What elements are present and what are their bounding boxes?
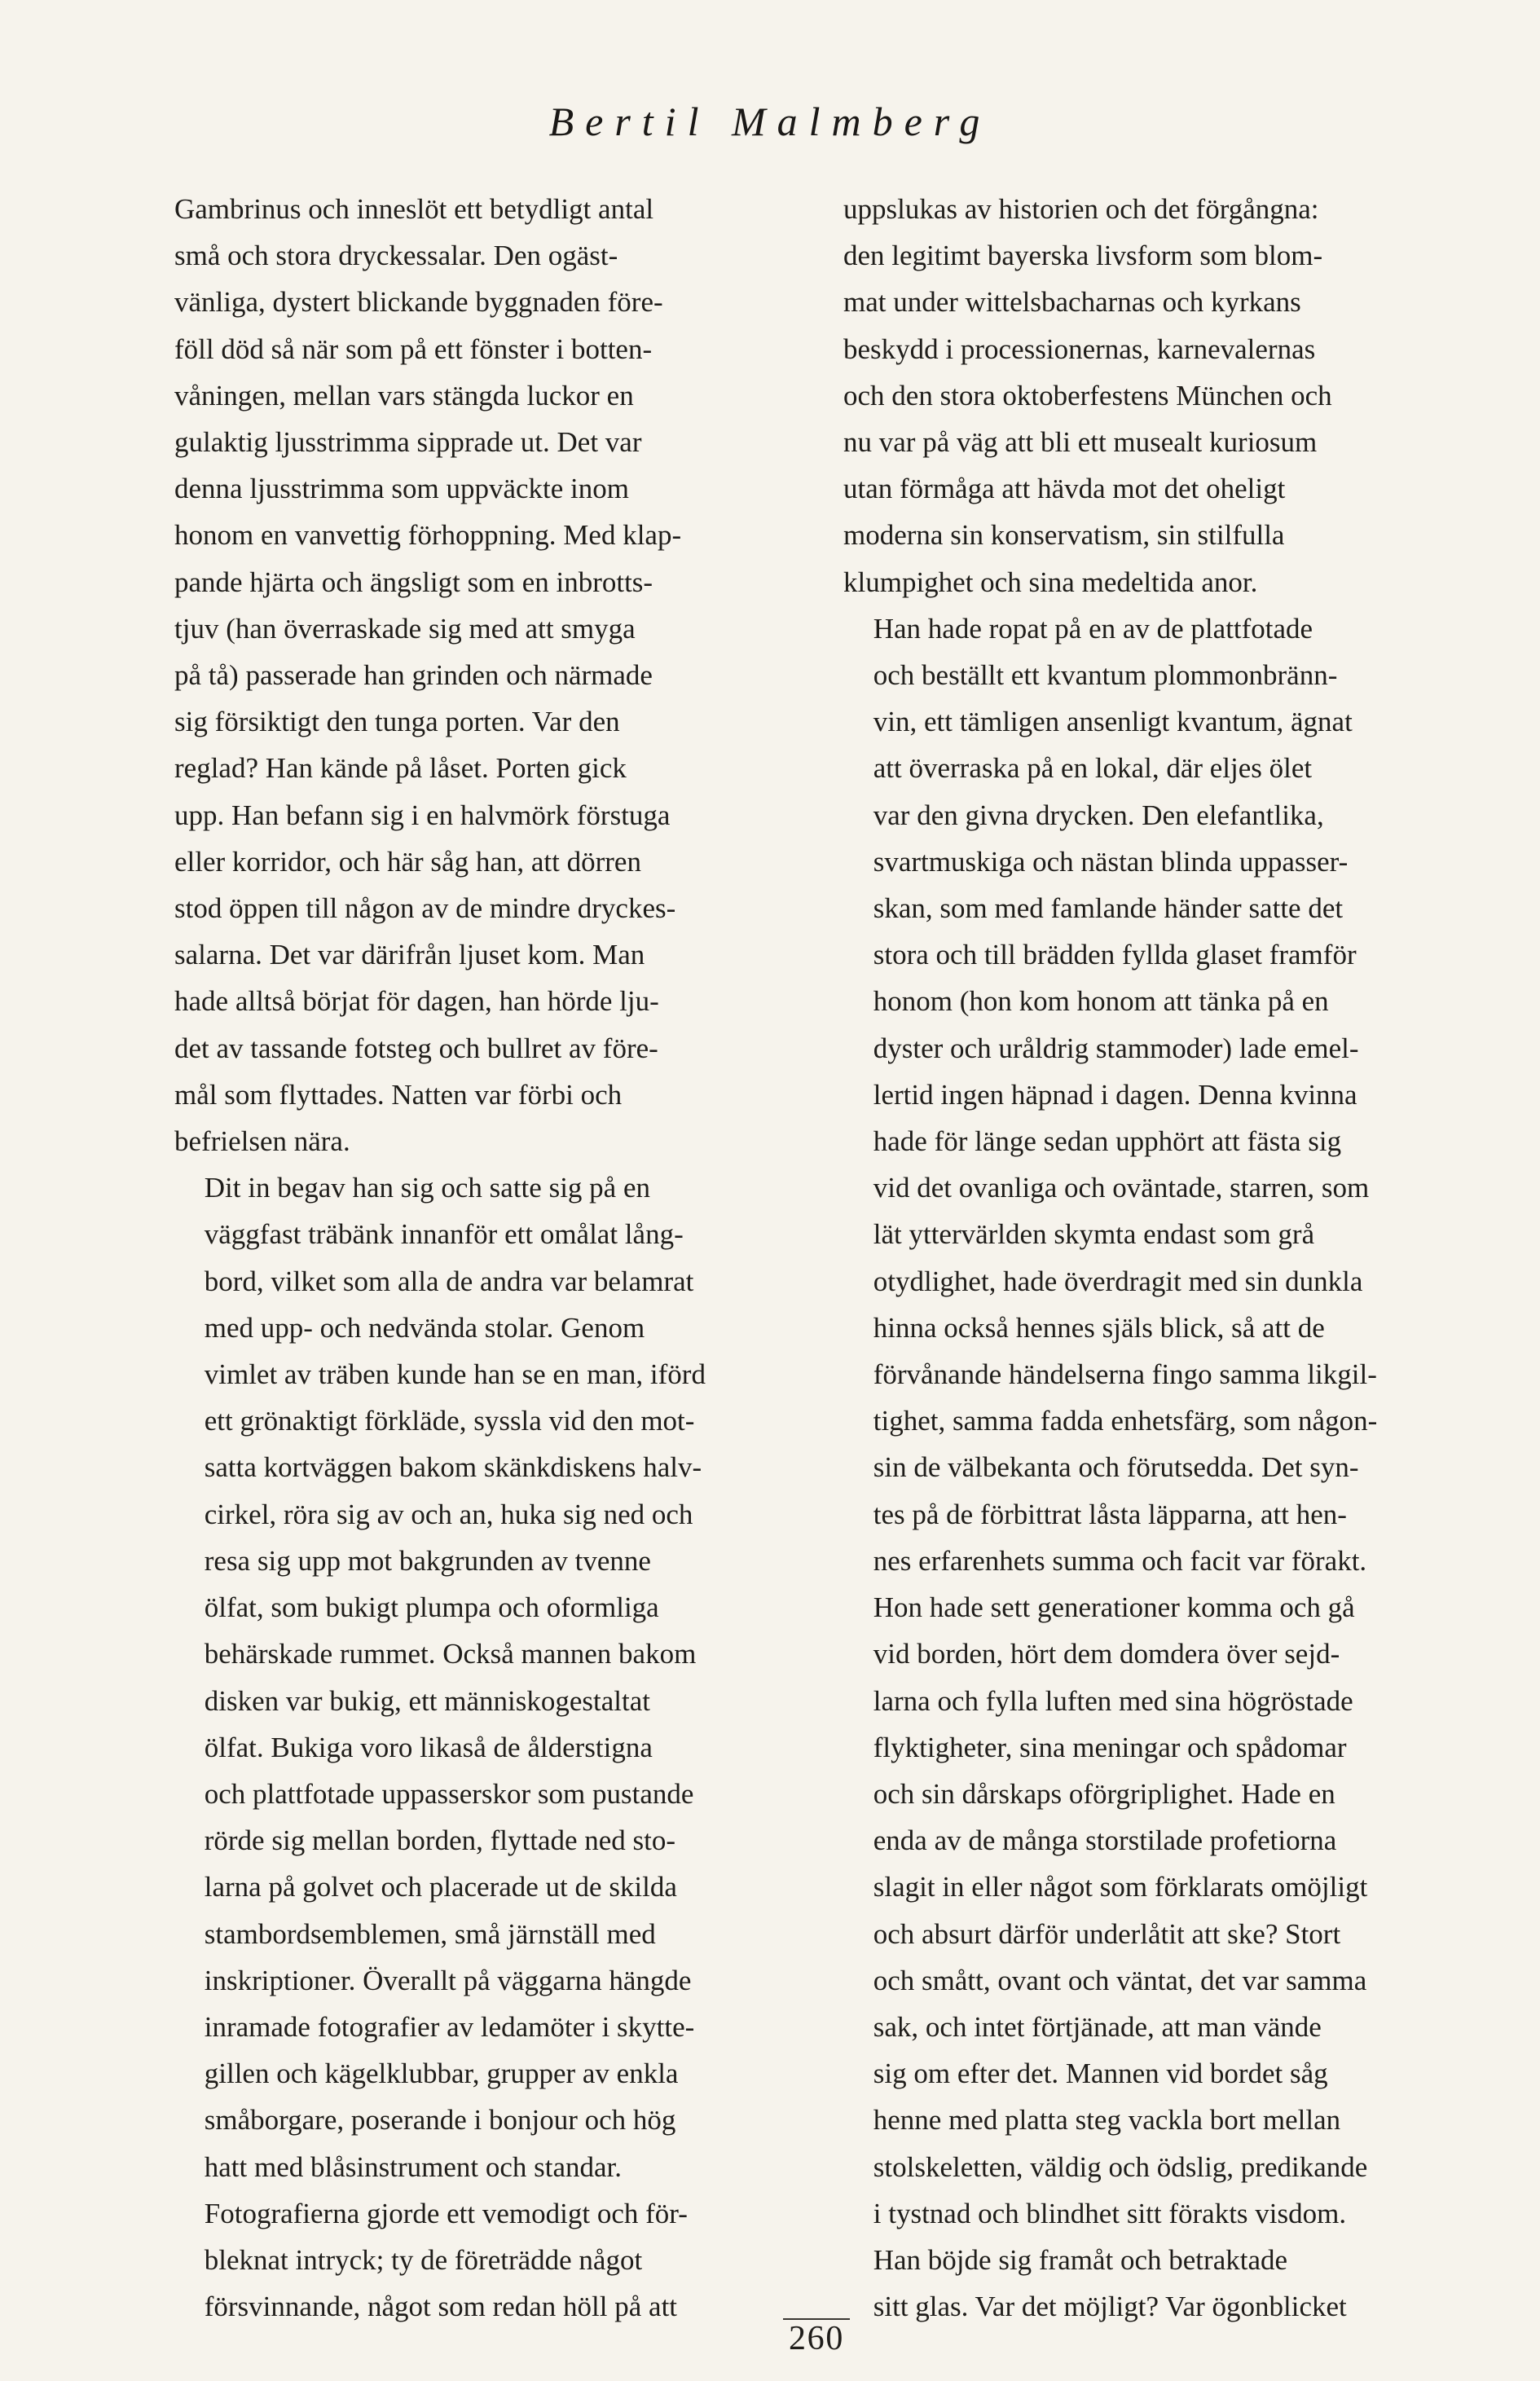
text-line: förvånande händelserna fingo samma likgil- <box>873 1358 1377 1391</box>
text-line: var den givna drycken. Den elefantlika, <box>873 799 1324 831</box>
text-line: små och stora dryckessalar. Den ogäst- <box>174 240 618 272</box>
text-line: disken var bukig, ett människogestaltat <box>204 1684 651 1717</box>
running-head: Bertil Malmberg <box>548 99 992 144</box>
text-line: och smått, ovant och väntat, det var samma <box>873 1964 1367 1996</box>
text-line: Gambrinus och inneslöt ett betydligt antal <box>174 193 654 225</box>
text-line: rörde sig mellan borden, flyttade ned sto- <box>204 1824 676 1857</box>
text-line: Hon hade sett generationer komma och gå <box>873 1591 1355 1624</box>
text-line: enda av de många storstilade profetiorna <box>873 1824 1337 1857</box>
text-line: moderna sin konservatism, sin stilfulla <box>843 519 1285 552</box>
text-line: vin, ett tämligen ansenligt kvantum, ägnat <box>873 706 1353 738</box>
text-line: beskydd i processionernas, karnevalernas <box>843 332 1316 365</box>
text-line: Fotografierna gjorde ett vemodigt och för- <box>204 2197 688 2229</box>
paragraph <box>843 2237 1463 2330</box>
text-line: stambordsemblemen, små järnställ med <box>204 1917 656 1950</box>
text-line: väggfast träbänk innanför ett omålat lång- <box>204 1218 684 1251</box>
text-line: lät yttervärlden skymta endast som grå <box>873 1218 1315 1251</box>
text-line: småborgare, poserande i bonjour och hög <box>204 2104 676 2137</box>
text-line: Dit in begav han sig och satte sig på en <box>204 1172 650 1204</box>
text-line: honom (hon kom honom att tänka på en <box>873 985 1329 1018</box>
text-line: och den stora oktoberfestens München och <box>843 379 1332 412</box>
paragraph <box>174 1164 794 2330</box>
text-line: mål som flyttades. Natten var förbi och <box>174 1078 623 1111</box>
text-line: tighet, samma fadda enhetsfärg, som någon- <box>873 1405 1378 1437</box>
text-line: flyktigheter, sina meningar och spådomar <box>873 1731 1347 1763</box>
text-line: befrielsen nära. <box>174 1125 350 1158</box>
text-line: att överraska på en lokal, där eljes ölet <box>873 752 1313 785</box>
text-line: stod öppen till någon av de mindre dryckes- <box>174 892 676 925</box>
text-line: och absurt därför underlåtit att ske? Stort <box>873 1917 1341 1950</box>
text-line: larna och fylla luften med sina högröstade <box>873 1684 1353 1717</box>
text-line: pande hjärta och ängsligt som en inbrotts- <box>174 566 653 598</box>
text-line: behärskade rummet. Också mannen bakom <box>204 1638 697 1670</box>
text-line: cirkel, röra sig av och an, huka sig ned och <box>204 1498 693 1530</box>
text-line: bord, vilket som alla de andra var belamrat <box>204 1265 694 1297</box>
text-line: vänliga, dystert blickande byggnaden före- <box>174 286 663 319</box>
text-line: uppslukas av historien och det förgångna: <box>843 193 1319 225</box>
text-line: honom en vanvettig förhoppning. Med klap- <box>174 519 682 552</box>
text-line: gulaktig ljusstrimma sipprade ut. Det var <box>174 426 642 459</box>
text-line: tjuv (han överraskade sig med att smyga <box>174 612 636 645</box>
text-line: sitt glas. Var det möjligt? Var ögonblicket <box>873 2291 1347 2323</box>
text-line: inramade fotografier av ledamöter i skytte- <box>204 2010 695 2043</box>
text-line: vid borden, hört dem domdera över sejd- <box>873 1638 1340 1670</box>
text-line: hinna också hennes själs blick, så att de <box>873 1311 1325 1344</box>
text-line: vid det ovanliga och oväntade, starren, som <box>873 1172 1370 1204</box>
text-line: dyster och uråldrig stammoder) lade emel- <box>873 1032 1359 1064</box>
text-line: ölfat. Bukiga voro likaså de ålderstigna <box>204 1731 653 1763</box>
paragraph <box>843 605 1463 2237</box>
text-line: reglad? Han kände på låset. Porten gick <box>174 752 627 785</box>
text-line: försvinnande, något som redan höll på att <box>204 2291 678 2323</box>
text-line: våningen, mellan vars stängda luckor en <box>174 379 634 412</box>
text-line: och beställt ett kvantum plommonbränn- <box>873 659 1338 692</box>
text-line: bleknat intryck; ty de företrädde något <box>204 2243 643 2276</box>
text-line: inskriptioner. Överallt på väggarna hängde <box>204 1964 692 1996</box>
text-line: den legitimt bayerska livsform som blom- <box>843 240 1323 272</box>
text-line: Han hade ropat på en av de plattfotade <box>873 612 1313 645</box>
text-line: nu var på väg att bli ett musealt kuriosum <box>843 426 1318 459</box>
text-line: föll död så när som på ett fönster i botten- <box>174 332 653 365</box>
text-line: hade för länge sedan upphört att fästa sig <box>873 1125 1342 1158</box>
text-line: sig försiktigt den tunga porten. Var den <box>174 706 620 738</box>
text-line: skan, som med famlande händer satte det <box>873 892 1344 925</box>
text-line: ölfat, som bukigt plumpa och oformliga <box>204 1591 659 1624</box>
text-line: stora och till brädden fyllda glaset framför <box>873 939 1357 971</box>
text-line: mat under wittelsbacharnas och kyrkans <box>843 286 1301 319</box>
text-line: Han böjde sig framåt och betraktade <box>873 2243 1288 2276</box>
text-line: larna på golvet och placerade ut de skilda <box>204 1871 677 1903</box>
text-line: det av tassande fotsteg och bullret av före- <box>174 1032 658 1064</box>
text-line: på tå) passerade han grinden och närmade <box>174 659 653 692</box>
text-line: stolskeletten, väldig och ödslig, predikande <box>873 2150 1368 2183</box>
text-line: utan förmåga att hävda mot det oheligt <box>843 473 1286 505</box>
text-line: resa sig upp mot bakgrunden av tvenne <box>204 1544 651 1577</box>
text-line: otydlighet, hade överdragit med sin dunkla <box>873 1265 1363 1297</box>
left-column <box>174 186 794 2330</box>
text-line: och plattfotade uppasserskor som pustande <box>204 1777 694 1810</box>
text-line: ett grönaktigt förkläde, syssla vid den mot- <box>204 1405 695 1437</box>
text-line: satta kortväggen bakom skänkdiskens halv- <box>204 1451 702 1484</box>
text-line: sig om efter det. Mannen vid bordet såg <box>873 2058 1328 2090</box>
paragraph <box>843 186 1463 605</box>
text-line: klumpighet och sina medeltida anor. <box>843 566 1258 598</box>
text-line: upp. Han befann sig i en halvmörk förstuga <box>174 799 671 831</box>
text-line: gillen och kägelklubbar, grupper av enkla <box>204 2058 679 2090</box>
text-line: salarna. Det var därifrån ljuset kom. Man <box>174 939 645 971</box>
text-line: slagit in eller något som förklarats omöjligt <box>873 1871 1368 1903</box>
text-line: med upp- och nedvända stolar. Genom <box>204 1311 645 1344</box>
text-line: sak, och intet förtjänade, att man vände <box>873 2010 1322 2043</box>
text-line: tes på de förbittrat låsta läpparna, att hen- <box>873 1498 1347 1530</box>
text-line: lertid ingen häpnad i dagen. Denna kvinna <box>873 1078 1357 1111</box>
text-line: eller korridor, och här såg han, att dörren <box>174 845 641 878</box>
text-line: sin de välbekanta och förutsedda. Det syn- <box>873 1451 1359 1484</box>
text-line: och sin dårskaps oförgriplighet. Hade en <box>873 1777 1335 1810</box>
text-line: vimlet av träben kunde han se en man, iförd <box>204 1358 706 1391</box>
text-line: hade alltså börjat för dagen, han hörde lju- <box>174 985 659 1018</box>
text-line: henne med platta steg vackla bort mellan <box>873 2104 1341 2137</box>
text-line: i tystnad och blindhet sitt förakts visdom. <box>873 2197 1347 2229</box>
paragraph <box>174 186 794 1164</box>
page-number: 260 <box>788 2320 845 2357</box>
text-line: svartmuskiga och nästan blinda uppasser- <box>873 845 1349 878</box>
text-line: hatt med blåsinstrument och standar. <box>204 2150 623 2183</box>
text-line: nes erfarenhets summa och facit var förakt. <box>873 1544 1367 1577</box>
text-line: denna ljusstrimma som uppväckte inom <box>174 473 629 505</box>
right-column <box>843 186 1463 2330</box>
